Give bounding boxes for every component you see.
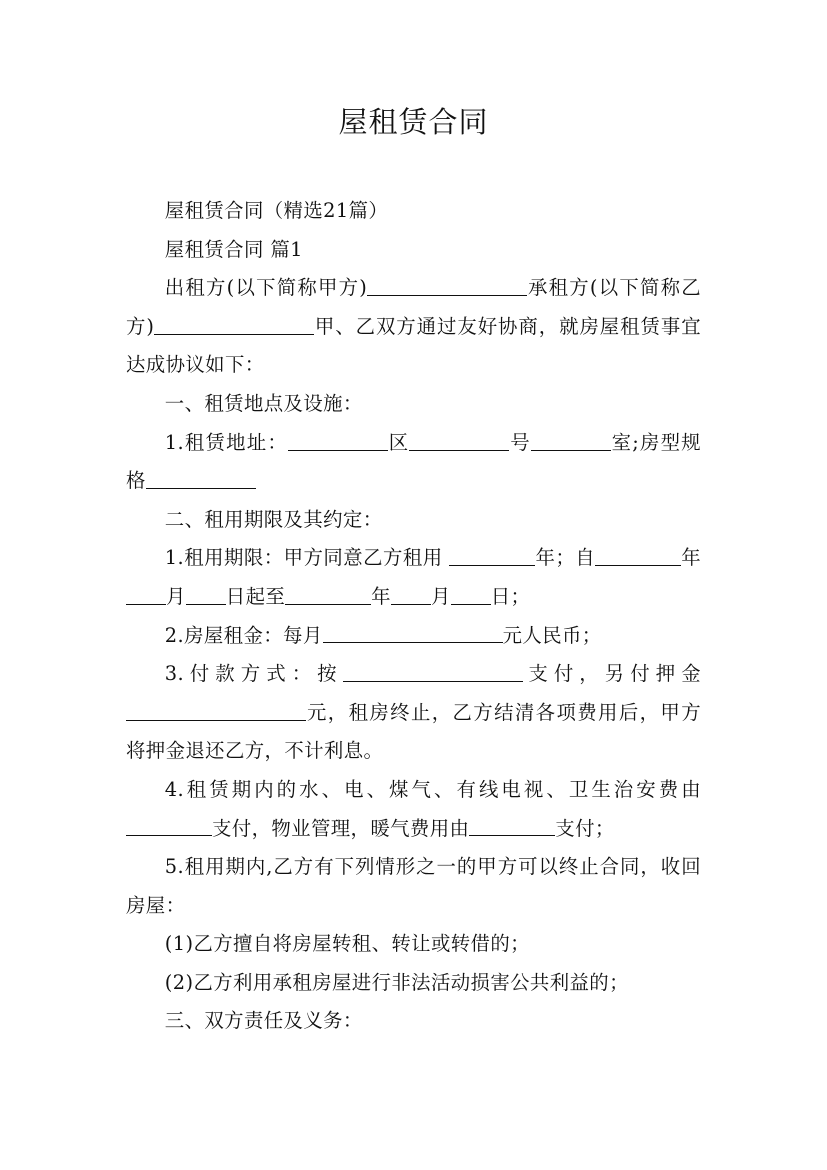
start-day-blank (186, 584, 226, 605)
paragraph-termination-case-2: (2)乙方利用承租房屋进行非法活动损害公共利益的； (164, 970, 629, 994)
document-body (126, 192, 701, 1041)
section-heading-2: 二、租用期限及其约定： (164, 507, 383, 531)
rent-blank (323, 622, 503, 643)
parties-agreement-text: 甲、乙双方通过友好协商，就房屋租赁事宜达成协议如下： (126, 314, 701, 377)
lessor-blank (367, 275, 527, 296)
district-label: 区 (387, 430, 410, 454)
document-title: 屋租赁合同 (338, 105, 489, 139)
deposit-blank (126, 699, 306, 720)
number-label: 号 (509, 430, 531, 454)
start-day-label: 日起至 (225, 584, 286, 608)
heating-label: 支付，物业管理，暖气费用由 (212, 816, 470, 840)
rent-label: 2.房屋租金：每月 (164, 623, 323, 647)
heating-end-label: 支付； (555, 816, 615, 840)
paragraph-term (126, 539, 701, 616)
section-heading-3: 三、双方责任及义务： (164, 1009, 363, 1033)
section-heading-1: 一、租赁地点及设施： (164, 391, 363, 415)
deposit-label: 支付，另付押金 (522, 662, 701, 686)
payment-method-blank (343, 661, 523, 682)
start-month-blank (126, 584, 166, 605)
payment-label: 3.付款方式：按 (164, 662, 343, 686)
room-blank (531, 429, 611, 450)
term-label: 1.租用期限：甲方同意乙方租用 (164, 546, 443, 570)
end-month-label: 月 (430, 584, 451, 608)
paragraph-address (126, 424, 701, 501)
end-day-blank (451, 584, 491, 605)
term-years-blank (449, 545, 535, 566)
rent-unit: 元人民币； (502, 623, 602, 647)
end-year-label: 年 (371, 584, 391, 608)
utilities-payer-blank (126, 815, 212, 836)
room-type-label: 室;房型规格 (126, 430, 701, 493)
lessee-label: 承租方(以下简称乙方) (126, 276, 702, 338)
room-type-blank (146, 468, 256, 489)
start-year-blank (595, 545, 681, 566)
number-blank (409, 429, 509, 450)
term-years-label: 年；自 (535, 546, 596, 570)
start-month-label: 月 (166, 584, 186, 608)
paragraph-termination: 5.租用期内,乙方有下列情形之一的甲方可以终止合同，收回房屋： (126, 855, 701, 917)
lessee-blank (154, 313, 314, 334)
paragraph-parties (126, 269, 701, 385)
address-label: 1.租赁地址： (164, 430, 288, 454)
start-year-label: 年 (681, 546, 701, 570)
paragraph-payment (126, 655, 701, 771)
paragraph-subtitle: 屋租赁合同（精选21篇） (164, 199, 389, 222)
lessor-label: 出租方(以下简称甲方) (164, 276, 368, 300)
paragraph-rent (126, 617, 701, 656)
district-blank (288, 429, 388, 450)
end-year-blank (285, 584, 371, 605)
end-day-label: 日； (490, 584, 531, 608)
paragraph-termination-case-1: (1)乙方擅自将房屋转租、转让或转借的； (164, 932, 530, 956)
end-month-blank (391, 584, 431, 605)
paragraph-utilities (126, 771, 701, 848)
paragraph-chapter: 屋租赁合同 篇1 (164, 237, 303, 261)
deposit-terms: 元，租房终止，乙方结清各项费用后，甲方将押金退还乙方，不计利息。 (126, 700, 701, 763)
utilities-label: 4.租赁期内的水、电、煤气、有线电视、卫生治安费由 (164, 777, 701, 801)
heating-payer-blank (469, 815, 555, 836)
